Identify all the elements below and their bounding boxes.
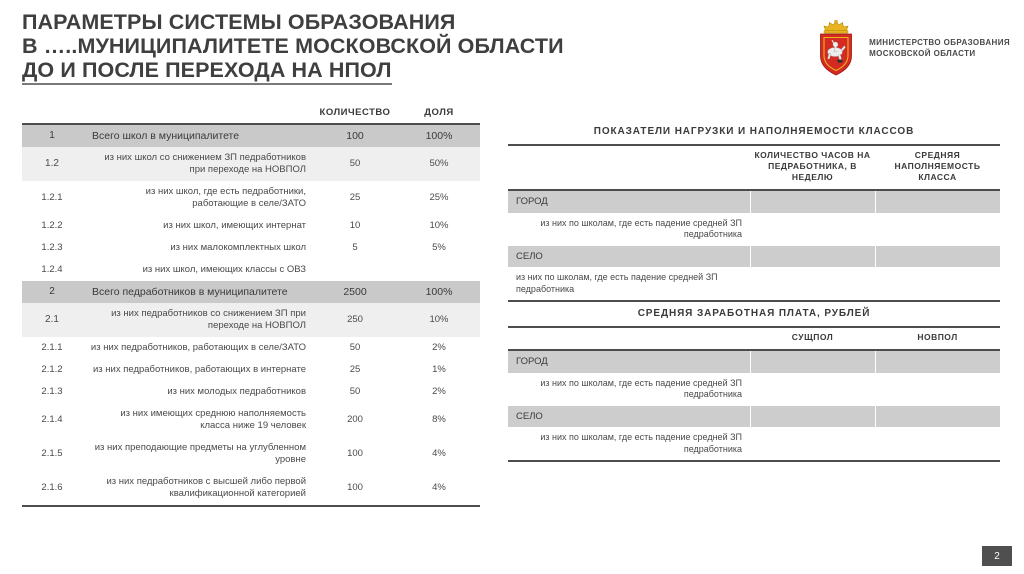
group-row bbox=[508, 246, 1000, 268]
cell-shr: 8% bbox=[398, 403, 480, 437]
page-title bbox=[22, 10, 682, 85]
parameters-table-head bbox=[22, 106, 480, 124]
cell-qty: 250 bbox=[312, 303, 398, 337]
cell-num: 1.2.1 bbox=[22, 181, 82, 215]
ministry-logo-line-1: МИНИСТЕРСТВО ОБРАЗОВАНИЯ bbox=[869, 38, 1010, 47]
load-table-title: ПОКАЗАТЕЛИ НАГРУЗКИ И НАПОЛНЯЕМОСТИ КЛАССОВ bbox=[593, 126, 915, 137]
cell-shr: 2% bbox=[398, 381, 480, 403]
table-row bbox=[508, 373, 1000, 406]
salary-table-title: СРЕДНЯЯ ЗАРАБОТНАЯ ПЛАТА, РУБЛЕЙ bbox=[637, 308, 871, 319]
table-row bbox=[22, 237, 480, 259]
cell-num: 1.2.2 bbox=[22, 215, 82, 237]
cell-v2 bbox=[875, 213, 1000, 246]
cell-v1 bbox=[750, 373, 875, 406]
cell-label: из них по школам, где есть падение средней ЗП педработника bbox=[508, 267, 750, 300]
cell-v1 bbox=[750, 267, 875, 300]
cell-name: из них имеющих среднюю наполняемость класса ниже 19 человек bbox=[82, 403, 312, 437]
ministry-logo bbox=[815, 20, 1010, 76]
group-row bbox=[508, 406, 1000, 428]
cell-name: из них школ, имеющих интернат bbox=[82, 215, 312, 237]
load-col-header-hours: КОЛИЧЕСТВО ЧАСОВ НА ПЕДРАБОТНИКА, В НЕДЕЛЮ bbox=[750, 145, 875, 190]
table-row bbox=[508, 213, 1000, 246]
table-row bbox=[22, 181, 480, 215]
cell-num: 2.1.1 bbox=[22, 337, 82, 359]
cell-qty: 25 bbox=[312, 359, 398, 381]
cell-v2 bbox=[875, 427, 1000, 461]
cell-shr: 4% bbox=[398, 437, 480, 471]
cell-shr: 2% bbox=[398, 337, 480, 359]
salary-table-head bbox=[508, 327, 1000, 350]
table-row bbox=[22, 124, 480, 147]
cell-name: из них преподающие предметы на углубленном уровне bbox=[82, 437, 312, 471]
moscow-oblast-coat-of-arms-icon bbox=[815, 20, 857, 76]
cell-name: из них педработников со снижением ЗП при переходе на НОВПОЛ bbox=[82, 303, 312, 337]
ministry-logo-text bbox=[869, 37, 1010, 59]
page-number-badge: 2 bbox=[982, 546, 1012, 566]
cell-label: из них по школам, где есть падение средней ЗП педработника bbox=[508, 373, 750, 406]
cell-qty: 50 bbox=[312, 147, 398, 181]
load-col-header-blank bbox=[508, 145, 750, 190]
col-header-quantity: КОЛИЧЕСТВО bbox=[312, 106, 398, 124]
cell-num: 2 bbox=[22, 281, 82, 303]
table-header-row bbox=[508, 327, 1000, 350]
cell-name: из них школ со снижением ЗП педработников при переходе на НОВПОЛ bbox=[82, 147, 312, 181]
cell-name: из них педработников, работающих в интернате bbox=[82, 359, 312, 381]
cell-name: Всего школ в муниципалитете bbox=[82, 124, 312, 147]
table-row bbox=[22, 403, 480, 437]
cell-shr: 5% bbox=[398, 237, 480, 259]
table-header-row bbox=[508, 145, 1000, 190]
title-line-2: В …..МУНИЦИПАЛИТЕТЕ МОСКОВСКОЙ ОБЛАСТИ bbox=[22, 34, 564, 58]
cell-num: 1.2.3 bbox=[22, 237, 82, 259]
cell-qty bbox=[312, 259, 398, 281]
salary-col-header-novpol: НОВПОЛ bbox=[875, 327, 1000, 350]
table-row bbox=[22, 259, 480, 281]
cell-v2 bbox=[875, 267, 1000, 300]
load-table bbox=[508, 144, 1000, 300]
cell-v2 bbox=[875, 350, 1000, 373]
cell-v1 bbox=[750, 406, 875, 428]
cell-qty: 25 bbox=[312, 181, 398, 215]
salary-col-header-blank bbox=[508, 327, 750, 350]
cell-label: из них по школам, где есть падение средней ЗП педработника bbox=[508, 427, 750, 461]
slide-header bbox=[0, 0, 1024, 100]
cell-label: ГОРОД bbox=[508, 350, 750, 373]
salary-table bbox=[508, 326, 1000, 462]
load-table-body bbox=[508, 190, 1000, 300]
table-header-row bbox=[22, 106, 480, 124]
cell-name: из них школ, имеющих классы с ОВЗ bbox=[82, 259, 312, 281]
table-row bbox=[22, 337, 480, 359]
cell-qty: 200 bbox=[312, 403, 398, 437]
salary-col-header-sushpol: СУЩПОЛ bbox=[750, 327, 875, 350]
table-row bbox=[508, 427, 1000, 461]
cell-v1 bbox=[750, 190, 875, 213]
ministry-logo-line-2: МОСКОВСКОЙ ОБЛАСТИ bbox=[869, 49, 976, 58]
group-row bbox=[508, 190, 1000, 213]
salary-table-body bbox=[508, 350, 1000, 461]
cell-qty: 100 bbox=[312, 124, 398, 147]
cell-shr: 10% bbox=[398, 215, 480, 237]
cell-v1 bbox=[750, 246, 875, 268]
cell-num: 1.2.4 bbox=[22, 259, 82, 281]
cell-name: из них молодых педработников bbox=[82, 381, 312, 403]
title-line-3: ДО И ПОСЛЕ ПЕРЕХОДА НА НПОЛ bbox=[22, 58, 392, 85]
load-table-head bbox=[508, 145, 1000, 190]
cell-shr: 100% bbox=[398, 124, 480, 147]
table-row bbox=[22, 303, 480, 337]
cell-label: СЕЛО bbox=[508, 246, 750, 268]
title-line-1: ПАРАМЕТРЫ СИСТЕМЫ ОБРАЗОВАНИЯ bbox=[22, 10, 456, 34]
cell-num: 1 bbox=[22, 124, 82, 147]
table-row bbox=[22, 147, 480, 181]
cell-qty: 2500 bbox=[312, 281, 398, 303]
group-row bbox=[508, 350, 1000, 373]
cell-name: из них малокомплектных школ bbox=[82, 237, 312, 259]
right-panel bbox=[508, 120, 1000, 462]
cell-shr: 4% bbox=[398, 471, 480, 506]
cell-label: из них по школам, где есть падение средней ЗП педработника bbox=[508, 213, 750, 246]
col-header-name bbox=[82, 106, 312, 124]
col-header-share: ДОЛЯ bbox=[398, 106, 480, 124]
cell-shr: 50% bbox=[398, 147, 480, 181]
cell-num: 2.1 bbox=[22, 303, 82, 337]
parameters-table-body bbox=[22, 124, 480, 506]
cell-label: СЕЛО bbox=[508, 406, 750, 428]
cell-num: 2.1.3 bbox=[22, 381, 82, 403]
cell-num: 2.1.4 bbox=[22, 403, 82, 437]
cell-v1 bbox=[750, 213, 875, 246]
cell-qty: 50 bbox=[312, 381, 398, 403]
load-col-header-class-size: СРЕДНЯЯ НАПОЛНЯЕМОСТЬ КЛАССА bbox=[875, 145, 1000, 190]
table-row bbox=[22, 281, 480, 303]
cell-v1 bbox=[750, 427, 875, 461]
cell-v2 bbox=[875, 190, 1000, 213]
cell-qty: 5 bbox=[312, 237, 398, 259]
cell-shr: 10% bbox=[398, 303, 480, 337]
cell-shr bbox=[398, 259, 480, 281]
cell-name: из них педработников, работающих в селе/ЗАТО bbox=[82, 337, 312, 359]
cell-num: 1.2 bbox=[22, 147, 82, 181]
cell-name: Всего педработников в муниципалитете bbox=[82, 281, 312, 303]
table-row bbox=[508, 267, 1000, 300]
cell-v2 bbox=[875, 373, 1000, 406]
cell-name: из них педработников с высшей либо первой квалификационной категорией bbox=[82, 471, 312, 506]
cell-shr: 25% bbox=[398, 181, 480, 215]
cell-label: ГОРОД bbox=[508, 190, 750, 213]
parameters-table bbox=[22, 106, 480, 507]
cell-shr: 1% bbox=[398, 359, 480, 381]
cell-name: из них школ, где есть педработники, работающие в селе/ЗАТО bbox=[82, 181, 312, 215]
col-header-index bbox=[22, 106, 82, 124]
cell-num: 2.1.2 bbox=[22, 359, 82, 381]
cell-v2 bbox=[875, 406, 1000, 428]
table-row bbox=[22, 471, 480, 506]
table-row bbox=[22, 381, 480, 403]
cell-shr: 100% bbox=[398, 281, 480, 303]
cell-num: 2.1.6 bbox=[22, 471, 82, 506]
cell-qty: 100 bbox=[312, 437, 398, 471]
cell-v2 bbox=[875, 246, 1000, 268]
table-row bbox=[22, 359, 480, 381]
cell-qty: 10 bbox=[312, 215, 398, 237]
table-row bbox=[22, 437, 480, 471]
cell-qty: 100 bbox=[312, 471, 398, 506]
table-row bbox=[22, 215, 480, 237]
cell-num: 2.1.5 bbox=[22, 437, 82, 471]
cell-qty: 50 bbox=[312, 337, 398, 359]
cell-v1 bbox=[750, 350, 875, 373]
